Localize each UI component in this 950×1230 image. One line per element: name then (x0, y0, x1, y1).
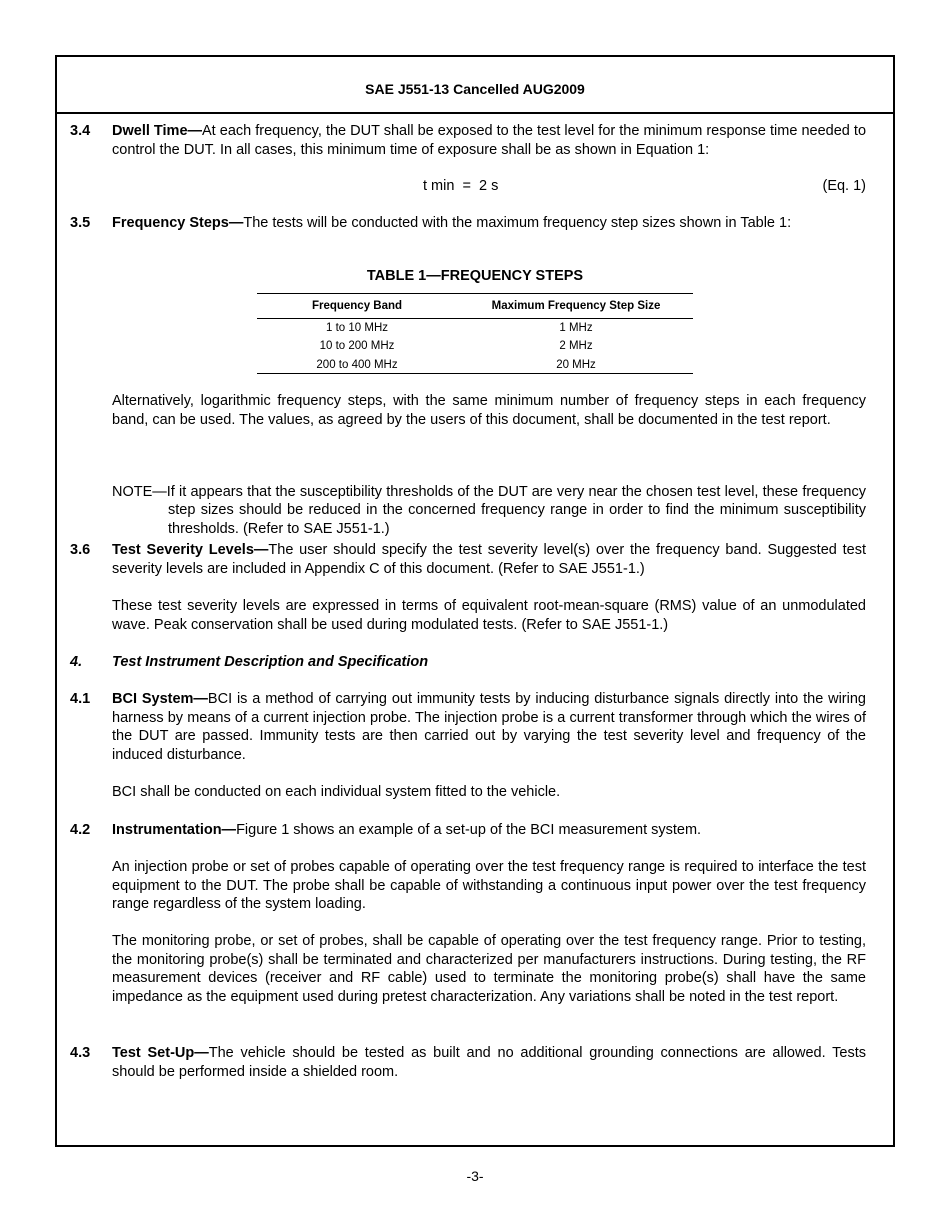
section-3-4-text: At each frequency, the DUT shall be exposed to the test level for the minimum response time needed to control the DUT. In all cases, this minimum time of exposure shall be as shown in Equation 1: (112, 123, 867, 158)
section-4-3-text: The vehicle should be tested as built and no additional grounding connections are allowed. Tests should be performed inside a shielded room. (112, 1045, 866, 1080)
section-3-4-heading: Dwell Time— (112, 123, 203, 139)
section-4-2-heading: Instrumentation— (112, 822, 237, 838)
table-cell: 1 MHz (559, 322, 593, 334)
section-3-5-paragraph-2: Alternatively, logarithmic frequency steps, with the same minimum number of frequency steps in each frequency band, can be used. The values, as agreed by the users of this document, shall be documented in the test report. (112, 393, 866, 428)
section-4-2-paragraph (112, 821, 866, 840)
section-number-3-5: 3.5 (70, 215, 91, 231)
section-4-1-paragraph (112, 690, 866, 764)
table-rule-top (257, 293, 693, 294)
section-number-4-2: 4.2 (70, 822, 91, 838)
section-4-3-paragraph (112, 1044, 866, 1081)
section-number-4-1: 4.1 (70, 691, 91, 707)
section-4-2-text: Figure 1 shows an example of a set-up of the BCI measurement system. (236, 822, 702, 838)
equation-expression: t min = 2 s (423, 178, 499, 194)
table-header-step-size: Maximum Frequency Step Size (491, 300, 661, 312)
table-rule-bottom (257, 373, 693, 374)
section-3-6-paragraph-2: These test severity levels are expressed in terms of equivalent root-mean-square (RMS) value of an unmodulated wave. Peak conservation shall be used during modulated tests. (Refer to SAE J551-1.) (112, 598, 866, 633)
equation-label: (Eq. 1) (822, 178, 866, 194)
section-3-5-note: NOTE—If it appears that the susceptibility thresholds of the DUT are very near the chosen test level, these frequency step sizes should be reduced in the concerned frequency range in order to find the minimum susceptibility thresholds. (Refer to SAE J551-1.) (112, 483, 866, 537)
section-number-3-4: 3.4 (70, 123, 91, 139)
section-3-6-text: The user should specify the test severity level(s) over the frequency band. Suggested test severity levels are included in Appendix C of this document. (Refer to SAE J551-1.) (112, 542, 867, 577)
section-number-4-3: 4.3 (70, 1045, 91, 1061)
section-4-2-paragraph-2: An injection probe or set of probes capable of operating over the test frequency range is required to interface the test equipment to the DUT. The probe shall be capable of withstanding a continuous input power over the test frequency range regardless of the system loading. (112, 859, 866, 912)
section-3-6-heading: Test Severity Levels— (112, 542, 269, 558)
section-4-heading (112, 653, 866, 672)
section-number-3-6: 3.6 (70, 542, 91, 558)
section-3-5-text: The tests will be conducted with the maximum frequency step sizes shown in Table 1: (243, 215, 792, 231)
section-4-1-paragraph-2: BCI shall be conducted on each individual system fitted to the vehicle. (112, 784, 561, 800)
table-cell: 1 to 10 MHz (326, 322, 388, 334)
section-3-5-heading: Frequency Steps— (112, 215, 244, 231)
table-rule-header (257, 318, 693, 319)
section-4-3-heading: Test Set-Up— (112, 1045, 209, 1061)
section-4-title: Test Instrument Description and Specification (112, 654, 429, 670)
document-title: SAE J551-13 Cancelled AUG2009 (365, 81, 585, 97)
section-3-5-paragraph (112, 214, 866, 233)
page-number: -3- (466, 1168, 484, 1184)
section-4-1-heading: BCI System— (112, 691, 208, 707)
section-3-6-paragraph (112, 541, 866, 578)
table-cell: 10 to 200 MHz (319, 340, 395, 352)
table-cell: 200 to 400 MHz (316, 359, 398, 371)
section-4-1-text: BCI is a method of carrying out immunity tests by inducing disturbance signals directly into the wiring harness by means of a current injection probe. The injection probe is a current transformer through which the wires of the DUT are passed. Immunity tests are then carried out by varying the test severity level and frequency of the induced disturbance. (112, 691, 866, 763)
header-bar (57, 57, 893, 114)
table-cell: 20 MHz (556, 359, 596, 371)
section-3-4-paragraph (112, 122, 866, 159)
table-header-frequency-band: Frequency Band (311, 300, 403, 312)
table-cell: 2 MHz (559, 340, 593, 352)
section-4-2-paragraph-3: The monitoring probe, or set of probes, shall be capable of operating over the test frequency range. Prior to testing, the monitoring probe(s) shall be terminated and characterized per manufacturers instructions. During testing, the RF measurement devices (receiver and RF cable) used to terminate the monitoring probe(s) shall have the same impedance as the equipment used during pretest characterization. Any variations shall be noted in the test report. (112, 933, 866, 1005)
table-1-title: TABLE 1—FREQUENCY STEPS (366, 268, 584, 284)
section-number-4: 4. (70, 654, 83, 670)
